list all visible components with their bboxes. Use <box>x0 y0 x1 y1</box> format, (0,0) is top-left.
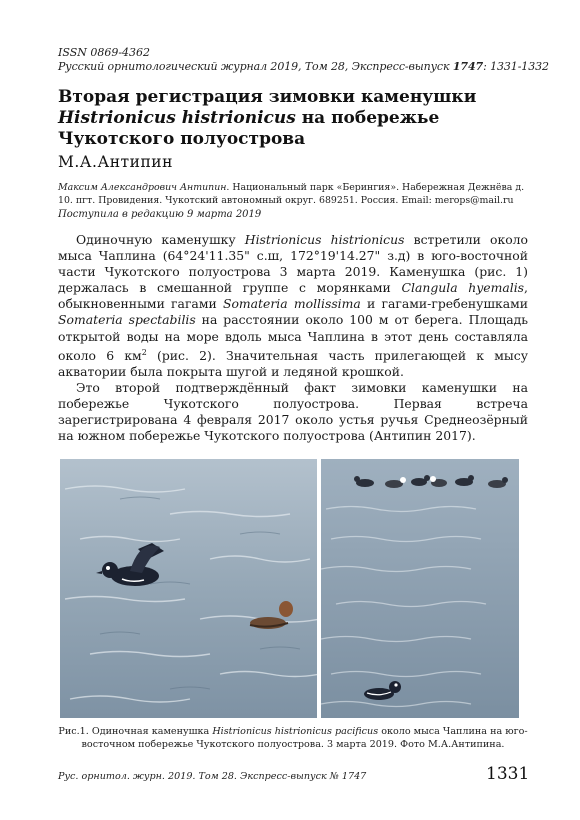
footer-citation: Рус. орнитол. журн. 2019. Том 28. Экспресс-выпуск № 1747 <box>58 771 367 782</box>
caption-rest: около мыса Чаплина на юго-восточном побережье Чукотского полуострова. 3 марта 2019. Фото М.А.Антипина. <box>81 726 528 750</box>
article-title <box>58 87 528 150</box>
p1-text-3: , обыкновенными гагами <box>58 280 528 312</box>
title-line-2 <box>58 108 528 129</box>
photo-duck-flight <box>60 459 317 718</box>
issn: ISSN 0869-4362 <box>58 46 151 59</box>
p1-text-4: и гагами-гребенушками <box>360 296 528 312</box>
affiliation-text: . Национальный парк «Берингия». Набережная Дежнёва д. 10. пгт. Провидения. Чукотский автономный округ. 689251. Россия. Email: merops@mail.ru <box>58 182 525 206</box>
caption-species: Histrionicus histrionicus pacificus <box>212 726 379 737</box>
p1-species-4: Somateria spectabilis <box>58 312 196 328</box>
paragraph-2: Это второй подтверждённый факт зимовки каменушки на побережье Чукотского полуострова. Первая встреча зарегистрирована 4 февраля 2017 около устья ручья Среднеозёрный на южном побережье Чукотского полуострова (Антипин 2017). <box>58 379 528 444</box>
p1-text-2: встретили около мыса Чаплина (64°24'11.35" с.ш, 172°19'14.27" з.д) в юго-восточной части Чукотского полуострова 3 марта 2019. Каменушка (рис. 1) держалась в смешанной группе с морянками <box>58 232 529 296</box>
page-range: : 1331-1332 <box>483 60 549 73</box>
title-line-3: Чукотского полуострова <box>58 129 306 149</box>
p1-superscript: 2 <box>141 347 147 357</box>
journal-name: Русский орнитологический журнал 2019, Том 28, Экспресс-выпуск <box>58 60 453 73</box>
photo-left-image <box>60 459 317 718</box>
photo-right-image <box>321 459 519 718</box>
p1-text-5: на расстоянии около 100 м от берега. Площадь открытой воды на море вдоль мыса Чаплина в этот день составляла около 6 км <box>58 312 528 363</box>
affiliation-name: Максим Александрович Антипин <box>58 182 227 193</box>
title-species: Histrionicus histrionicus <box>58 108 296 128</box>
p1-species-1: Histrionicus histrionicus <box>244 232 405 247</box>
author-affiliation <box>58 181 528 207</box>
caption-prefix: Рис.1. Одиночная каменушка <box>58 726 213 737</box>
p1-text-1: Одиночную каменушку <box>76 232 245 247</box>
title-line-1: Вторая регистрация зимовки каменушки <box>58 87 477 107</box>
article-body <box>58 232 528 444</box>
p1-species-2: Clangula hyemalis <box>401 280 525 296</box>
issue-number: 1747 <box>452 60 484 73</box>
journal-citation <box>58 60 549 73</box>
figure-caption <box>58 725 528 751</box>
photo-duck-group <box>321 459 519 718</box>
p1-text-6: (рис. 2). Значительная часть прилегающей к мысу акватории была покрыта шугой и ледяной крошкой. <box>58 347 528 379</box>
page-number: 1331 <box>486 764 530 784</box>
title-line-2-rest: на побережье <box>295 108 440 128</box>
author-name: М.А.Антипин <box>58 153 173 171</box>
p1-species-3: Somateria mollissima <box>222 296 361 312</box>
paragraph-1 <box>58 232 528 380</box>
received-date: Поступила в редакцию 9 марта 2019 <box>58 209 262 220</box>
